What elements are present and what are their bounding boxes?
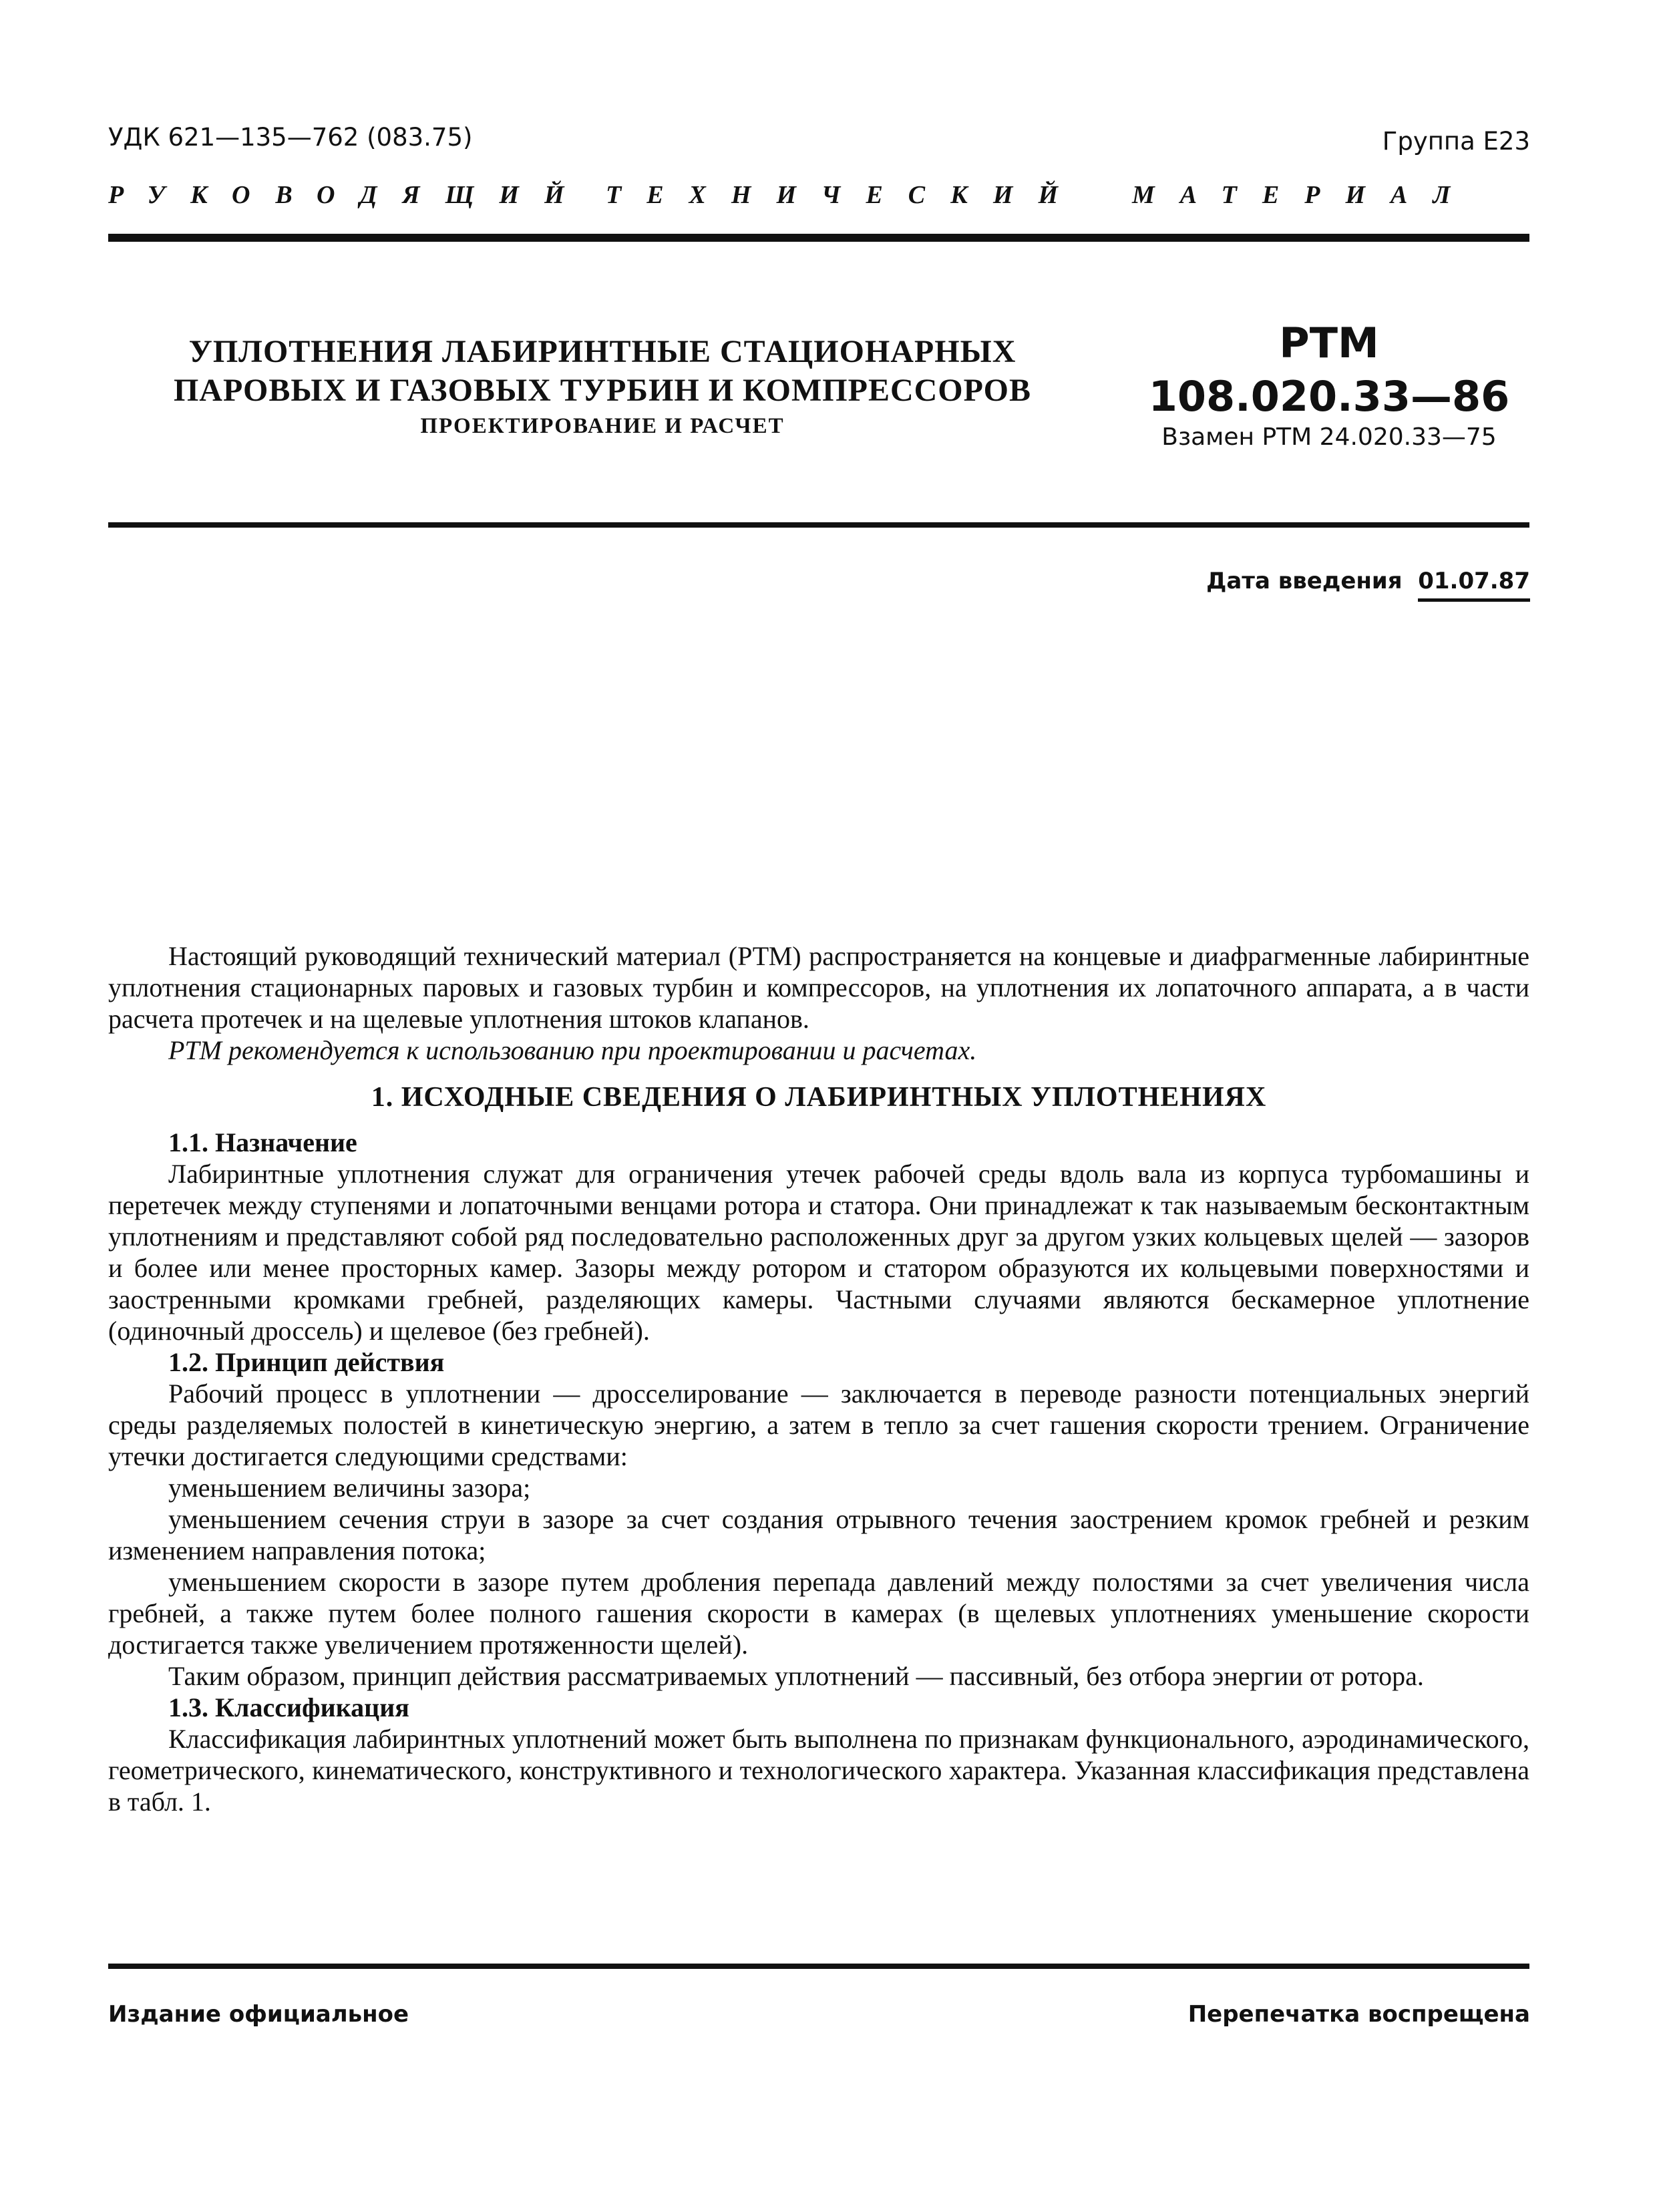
intro-date-value: 01.07.87: [1418, 568, 1530, 602]
document-title: [108, 333, 1097, 410]
replaces-note: Взамен РТМ 24.020.33—75: [1161, 423, 1497, 451]
mid-rule: [108, 522, 1529, 528]
document-subtitle: ПРОЕКТИРОВАНИЕ И РАСЧЕТ: [420, 414, 785, 438]
designation-code: [1129, 317, 1529, 423]
designation-line-2: 108.020.33—86: [1148, 372, 1510, 421]
designation-line-1: РТМ: [1279, 319, 1379, 367]
reprint-prohibited-note: Перепечатка воспрещена: [1187, 2001, 1530, 2028]
subsection-1-1-heading: 1.1. Назначение: [168, 1127, 357, 1157]
doc-type-word-3: МАТЕРИАЛ: [1132, 181, 1476, 209]
intro-paragraph-2: РТМ рекомендуется к использованию при проектировании и расчетах.: [168, 1035, 977, 1065]
body-text: [108, 940, 1529, 1817]
intro-date-label: Дата введения: [1206, 568, 1403, 594]
group-code: Группа Е23: [1382, 127, 1530, 156]
doc-type-word-1: РУКОВОДЯЩИЙ: [108, 181, 590, 209]
section-1-heading: 1. ИСХОДНЫЕ СВЕДЕНИЯ О ЛАБИРИНТНЫХ УПЛОТНЕНИЯХ: [371, 1082, 1267, 1113]
intro-date: [1206, 568, 1530, 594]
subsection-1-2-heading: 1.2. Принцип действия: [168, 1347, 445, 1377]
title-line-2: ПАРОВЫХ И ГАЗОВЫХ ТУРБИН И КОМПРЕССОРОВ: [173, 373, 1032, 408]
udk-code: УДК 621—135—762 (083.75): [108, 123, 473, 152]
intro-paragraph-1: Настоящий руководящий технический материал (РТМ) распространяется на концевые и диафрагменные лабиринтные уплотнения стационарных паровых и газовых турбин и компрессоров, на уплотнения их лопаточного аппарата, а в части расчета протечек и на щелевые уплотнения штоков клапанов.: [108, 941, 1529, 1034]
top-thick-rule: [108, 234, 1529, 242]
subsection-1-2-item-2: уменьшением сечения струи в зазоре за счет создания отрывного течения заострением кромок гребней и резким изменением направления потока;: [108, 1504, 1529, 1565]
subsection-1-3-text: Классификация лабиринтных уплотнений может быть выполнена по признакам функционального, аэродинамического, геометрического, кинематического, конструктивного и технологического характера. Указанная классификация представлена в табл. 1.: [108, 1724, 1529, 1817]
document-type-banner: [108, 180, 1529, 215]
subsection-1-2-conclusion: Таким образом, принцип действия рассматриваемых уплотнений — пассивный, без отбора энергии от ротора.: [168, 1661, 1424, 1691]
subsection-1-2-item-3: уменьшением скорости в зазоре путем дробления перепада давлений между полостями за счет увеличения числа гребней, а также путем более полного гашения скорости в камерах (в щелевых уплотнениях уменьшение скорости достигается также увеличением протяженности щелей).: [108, 1567, 1529, 1660]
subsection-1-2-text: Рабочий процесс в уплотнении — дросселирование — заключается в переводе разности потенциальных энергий среды разделяемых полостей в кинетическую энергию, а затем в тепло за счет гашения скорости трением. Ограничение утечки достигается следующими средствами:: [108, 1378, 1529, 1471]
doc-type-word-2: ТЕХНИЧЕСКИЙ: [606, 181, 1084, 209]
subsection-1-3-heading: 1.3. Классификация: [168, 1692, 409, 1722]
official-edition-note: Издание официальное: [108, 2001, 409, 2028]
title-line-1: УПЛОТНЕНИЯ ЛАБИРИНТНЫЕ СТАЦИОНАРНЫХ: [188, 334, 1017, 369]
subsection-1-2-item-1: уменьшением величины зазора;: [168, 1473, 531, 1503]
footer-rule: [108, 1964, 1529, 1969]
subsection-1-1-text: Лабиринтные уплотнения служат для ограничения утечек рабочей среды вдоль вала из корпуса турбомашины и перетечек между ступенями и лопаточными венцами ротора и статора. Они принадлежат к так называемым бесконтактным уплотнениям и представляют собой ряд последовательно расположенных друг за другом узких кольцевых щелей — зазоров и более или менее просторных камер. Зазоры между ротором и статором образуются их кольцевыми поверхностями и заостренными кромками гребней, разделяющих камеры. Частными случаями являются бескамерное уплотнение (одиночный дроссель) и щелевое (без гребней).: [108, 1159, 1529, 1346]
